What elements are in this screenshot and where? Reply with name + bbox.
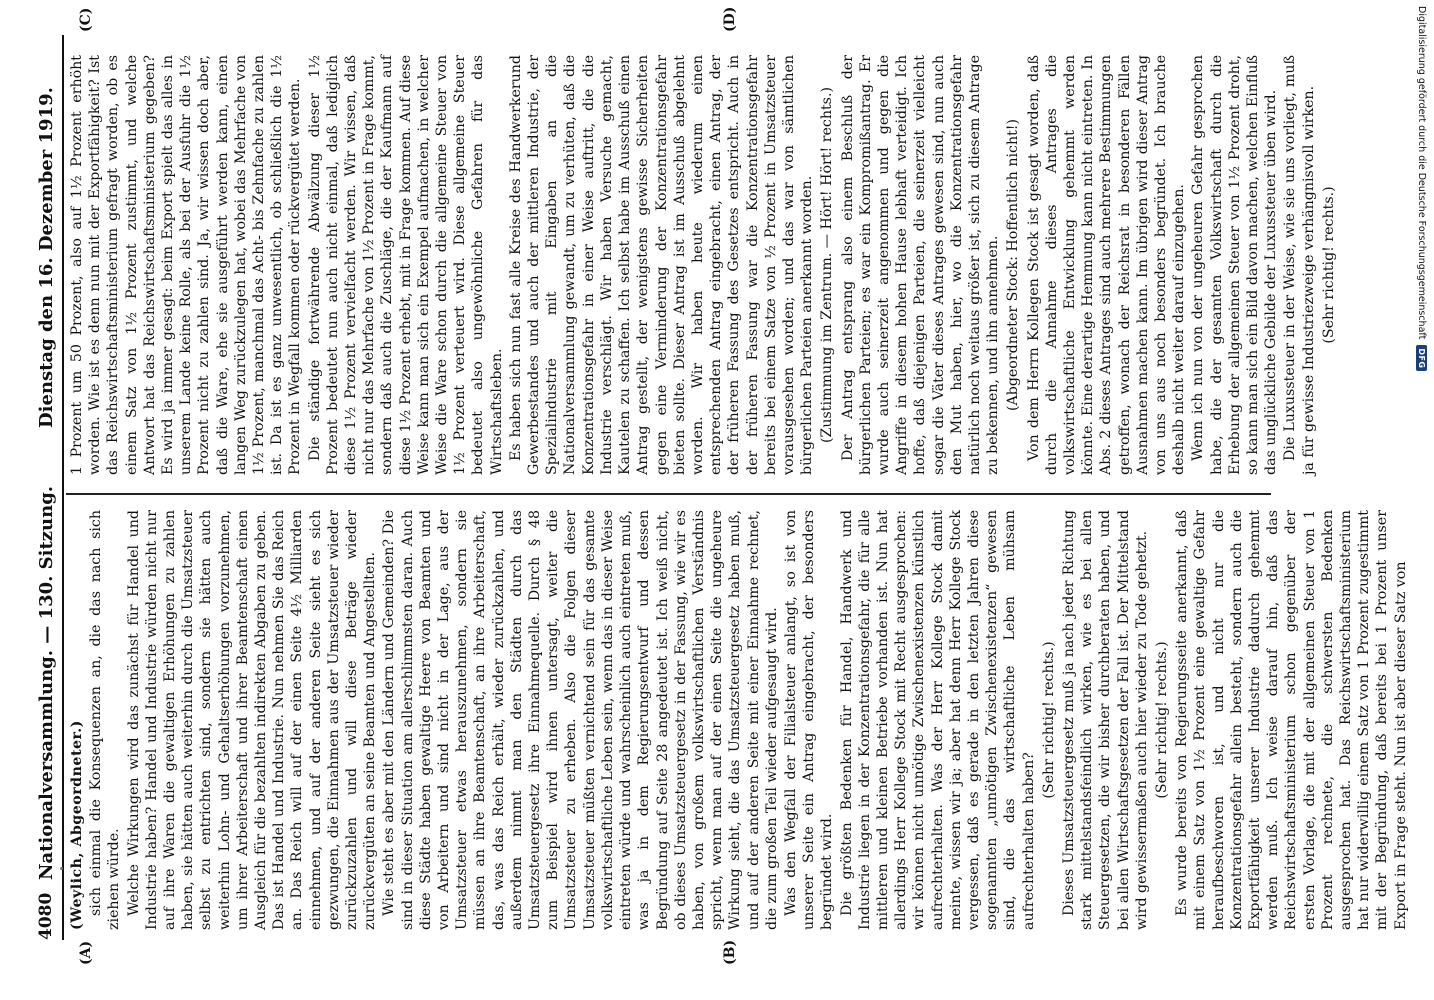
paragraph: Der Antrag entsprang also einem Beschluß der bürgerlichen Parteien; es war ein Kompromißantrag. Er wurde auch seinerzeit angenommen und gegen die Angriffe in diesem hohen Hause lebhaft verteidigt. Ich hoffe, daß diejenigen Parteien, die seinerzeit vielleicht sogar die Väter dieses Antrages gewesen sind, nun auch den Mut haben, hier, wo die Konzentrationsgefahr natürlich noch weitaus größer ist, sich zu diesem Antrage zu bekennen, und ihn annehmen. [839, 55, 1002, 475]
margin-marker-a: (A) [78, 940, 94, 965]
credit-text: Digitalisierung gefördert durch die Deutsche Forschungsgemeinschaft [1416, 6, 1428, 340]
header-rule [62, 35, 64, 940]
interjection-note: (Abgeordneter Stock: Hoffentlich nicht!) [1005, 118, 1022, 412]
paragraph: Die Luxussteuer in der Weise, wie sie uns vorliegt, muß ja für gewisse Industriezweige verhängnisvoll wirken. [1282, 55, 1317, 475]
margin-marker-b: (B) [722, 939, 738, 965]
digitization-sidebar [1415, 6, 1433, 994]
paragraph: Welche Wirkungen wird das zunächst für Handel und Industrie haben? Handel und Industrie würden nicht nur auf ihre Waren die gewaltigen Erhöhungen zu zahlen haben, sie hätten auch weiterhin durch die Umsatzsteuer selbst zu entrichten sind, sondern sie hätten auch weiterhin Lohn- und Gehaltserhöhungen vorzunehmen, um ihrer Arbeiterschaft und ihrer Beamtenschaft einen Ausgleich für die bezahlten indirekten Abgaben zu geben. Das ist Handel und Industrie. Nun nehmen Sie das Reich an. Das Reich will auf der einen Seite 4½ Milliarden einnehmen, und auf der anderen Seite sieht es sich gezwungen, die Einnahmen aus der Umsatzsteuer wieder zurückzuzahlen und will diese Beträge wieder zurückvergüten an seine Beamten und Angestellten. [125, 510, 379, 930]
paragraph: Es haben sich nun fast alle Kreise des Handwerkerund Gewerbestandes und auch der mittleren Industrie, der Spezialindustrie mit Eingaben an die Nationalversammlung gewandt, um zu verhüten, daß die Konzentrationsgefahr in einer Weise auftritt, die die Industrie verschlägt. Wir haben Versuche gemacht, Kautelen zu schaffen. Ich selbst habe im Ausschuß einen Antrag gestellt, der wenigstens gewisse Sicherheiten gegen eine Verminderung der Konzentrationsgefahr bieten sollte. Dieser Antrag ist im Ausschuß abgelehnt worden. Wir haben heute wiederum einen entsprechenden Antrag eingebracht, einen Antrag, der der früheren Fassung des Gesetzes entspricht. Auch in der früheren Fassung war die Konzentrationsgefahr bereits bei einem Satze von ½ Prozent in Umsatzsteuer vorausgesehen worden; und das war von sämtlichen bürgerlichen Parteien anerkannt worden. [507, 55, 816, 475]
applause-note: (Zustimmung im Zentrum. — Hört! Hört! rechts.) [819, 87, 836, 444]
paragraph: Die ständige fortwährende Abwälzung dieser 1½ Prozent bedeutet nun auch nicht einmal, daß lediglich diese 1½ Prozent vervielfacht werden. Wir wissen, daß nicht nur das Mehrfache von 1½ Prozent in Frage kommt, sondern daß auch die Zuschläge, die der Kaufmann auf diese 1½ Prozent erhebt, mit in Frage kommen. Auf diese Weise kann man sich ein Exempel aufmachen, in welcher Weise die Ware schon durch die allgemeine Steuer von 1½ Prozent verteuert wird. Diese allgemeine Steuer bedeutet also ungewöhnliche Gefahren für das Wirtschaftsleben. [306, 55, 505, 475]
paragraph: Es wurde bereits von Regierungsseite anerkannt, daß mit einem Satz von 1½ Prozent eine gewaltige Gefahr heraufbeschworen ist, und nicht nur die Konzentrationsgefahr allein besteht, sondern auch die Exportfähigkeit unserer Industrie dadurch gehemmt werden muß. Ich weise darauf hin, daß das Reichswirtschaftsministerium schon gegenüber der ersten Vorlage, die mit der allgemeinen Steuer von 1 Prozent rechnete, die schwersten Bedenken ausgesprochen hat. Das Reichswirtschaftsministerium hat nur widerwillig einem Satz von 1 Prozent zugestimmt mit der Begründung, daß bereits bei 1 Prozent unser Export in Frage steht. Nun ist aber dieser Satz von [1174, 510, 1409, 930]
paragraph: Die größten Bedenken für Handel, Handwerk und Industrie liegen in der Konzentrationsgefahr, die für alle mittleren und kleinen Betriebe vorhanden ist. Nun hat allerdings Herr Kollege Stock mit Recht ausgesprochen: wir können nicht unnötige Zwischenexistenzen künstlich aufrechterhalten. Was der Herr Kollege Stock damit meinte, wissen wir ja; aber hat denn Herr Kollege Stock vergessen, daß es gerade in den letzten Jahren diese sogenannten „unnötigen Zwischenexistenzen“ gewesen sind, die das wirtschaftliche Leben mühsam aufrechterhalten haben? [838, 510, 1037, 930]
left-running-title: Nationalversammlung. — 130. Sitzung. [36, 485, 57, 880]
paragraph: 1 Prozent um 50 Prozent, also auf 1½ Prozent erhöht worden. Wie ist es denn nun mit der Exportfähigkeit? Ist das Reichswirtschaftsministerium gefragt worden, ob es einem Satz von 1½ Prozent zustimmt, und welche Antwort hat das Reichswirtschaftsministerium gegeben? Es wird ja immer gesagt: beim Export spielt das alles in unserem Lande keine Rolle, als bei der Ausfuhr die 1½ Prozent nicht zu zahlen sind. Ja, wir wissen doch aber, daß die Ware, ehe sie ausgeführt werden kann, einen langen Weg zurückzulegen hat, wobei das Mehrfache von 1½ Prozent, manchmal das Acht- bis Zehnfache zu zahlen ist. Da ist es ganz unwesentlich, ob schließlich die 1½ Prozent in Wegfall kommen oder rückvergütet werden. [69, 55, 304, 475]
column-divider [66, 493, 1271, 495]
margin-marker-d: (D) [722, 6, 738, 32]
paragraph: Dieses Umsatzsteuergesetz muß ja nach jeder Richtung stark mittelstandsfeindlich wirken, wie es bei allen Steuergesetzen, die wir bisher durchberaten haben, und bei allen Wirtschaftsgesetzen der Fall ist. Der Mittelstand wird gewissermaßen auch hier wieder zu Tode gehetzt. [1060, 510, 1150, 930]
dfg-logo: DFG [1417, 345, 1428, 371]
paragraph: Wie steht es aber mit den Ländern und Gemeinden? Die sind in dieser Situation am allerschlimmsten daran. Auch diese Städte haben gewaltige Heere von Beamten und von Arbeitern und sind nicht in der Lage, aus der Umsatzsteuer etwas herauszunehmen, sondern sie müssen an ihre Beamtenschaft, an ihre Arbeiterschaft, das, was das Reich erhält, wieder zurückzahlen, und außerdem nimmt man den Städten durch das Umsatzsteuergesetz ihre Einnahmequelle. Durch § 48 zum Beispiel wird ihnen untersagt, weiter die Umsatzsteuer zu erheben. Also die Folgen dieser Umsatzsteuer müßten vernichtend sein für das gesamte volkswirtschaftliche Leben sein, wenn das in dieser Weise eintreten würde und wahrscheinlich auch eintreten muß, was ja in dem Regierungsentwurf und dessen Begründung auf Seite 28 angedeutet ist. Ich weiß nicht, ob dieses Umsatzsteuergesetz in der Fassung, wie wir es haben, von großem volkswirtschaftlichen Verständnis spricht, wenn man auf der einen Seite die ungeheure Wirkung sieht, die das Umsatzsteuergesetz haben muß, und auf der anderen Seite mit einer Einnahme rechnet, die zum großen Teil wieder aufgesaugt wird. [381, 510, 780, 930]
right-running-title: Dienstag den 16. Dezember 1919. [36, 87, 57, 428]
speaker-line: (Weylich, Abgeordneter.) [69, 720, 85, 930]
applause-note: (Sehr richtig! rechts.) [1320, 186, 1337, 344]
left-text-column [68, 510, 1411, 930]
paragraph: Was den Wegfall der Filialsteuer anlangt, so ist von unserer Seite ein Antrag eingebracht, der besonders begründet wird. [782, 510, 836, 930]
page-number: 4080 [36, 892, 56, 940]
print-smudge [60, 867, 63, 870]
paragraph: Wenn ich nun von der ungeheuren Gefahr gesprochen habe, die der gesamten Volkswirtschaft durch die Erhebung der allgemeinen Steuer von 1½ Prozent droht, so kann man sich ein Bild davon machen, welchen Einfluß das unglückliche Gebilde der Luxussteuer üben wird. [1190, 55, 1280, 475]
applause-note: (Sehr richtig! rechts.) [1153, 641, 1170, 799]
margin-marker-c: (C) [78, 7, 94, 32]
paragraph: Von dem Herrn Kollegen Stock ist gesagt worden, daß durch die Annahme dieses Antrages die volkswirtschaftliche Entwicklung gehemmt werden könnte. Eine derartige Hemmung kann nicht eintreten. In Abs. 2 dieses Antrages sind auch mehrere Bestimmungen getroffen, wonach der Reichsrat in besonderen Fällen Ausnahmen machen kann. Im übrigen wird dieser Antrag von uns aus noch besonders begründet. Ich brauche deshalb nicht weiter darauf einzugehen. [1025, 55, 1188, 475]
digitization-credit [1413, 6, 1431, 994]
applause-note: (Sehr richtig! rechts.) [1040, 641, 1057, 799]
paragraph: sich einmal die Konsequenzen an, die das nach sich ziehen würde. [88, 510, 123, 930]
page-header [32, 40, 62, 940]
right-text-column [68, 55, 1340, 475]
